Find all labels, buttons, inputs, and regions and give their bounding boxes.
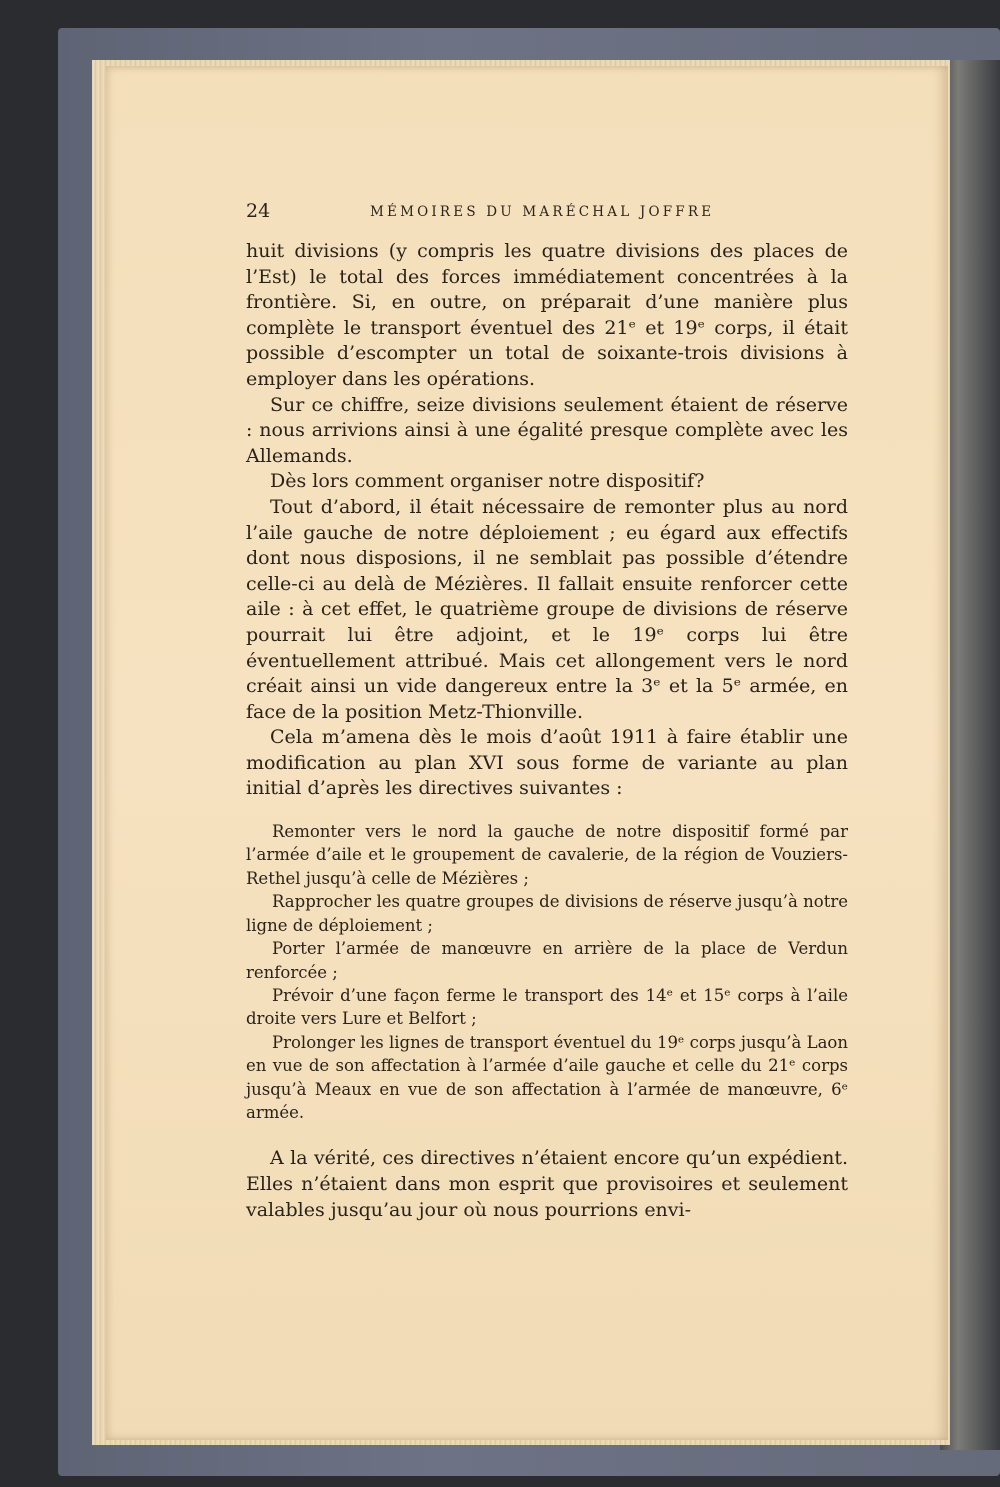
directive-item: Rapprocher les quatre groupes de divisions de réserve jusqu’à notre ligne de déploiement ;: [246, 892, 848, 935]
directives-list: [246, 820, 848, 1124]
paragraph: Tout d’abord, il était nécessaire de remonter plus au nord l’aile gauche de notre déploiement ; eu égard aux effectifs dont nous disposions, il ne semblait pas possible d’étendre celle-ci au delà de Mézières. Il fallait ensuite renforcer cette aile : à cet effet, le quatrième groupe de divisions de réserve pourrait lui être adjoint, et le 19ᵉ corps lui être éventuellement attribué. Mais cet allongement vers le nord créait ainsi un vide dangereux entre la 3ᵉ et la 5ᵉ armée, en face de la position Metz-Thionville.: [246, 495, 848, 723]
directive-item: Remonter vers le nord la gauche de notre dispositif formé par l’armée d’aile et le groupement de cavalerie, de la région de Vouziers-Rethel jusqu’à celle de Mézières ;: [246, 822, 848, 888]
directive-item: Prévoir d’une façon ferme le transport des 14ᵉ et 15ᵉ corps à l’aile droite vers Lure et Belfort ;: [246, 985, 848, 1029]
paragraph: Sur ce chiffre, seize divisions seulement étaient de réserve : nous arrivions ainsi à une égalité presque complète avec les Allemands.: [246, 393, 848, 467]
paragraph: Dès lors comment organiser notre dispositif?: [270, 470, 705, 493]
page-number: 24: [246, 200, 271, 222]
closing-paragraph: A la vérité, ces directives n’étaient encore qu’un expédient. Elles n’étaient dans mon esprit que provisoires et seulement valables jusqu’au jour où nous pourrions envi-: [246, 1147, 848, 1221]
paragraph: huit divisions (y compris les quatre divisions des places de l’Est) le total des forces immédiatement concentrées à la frontière. Si, en outre, on préparait d’une manière plus complète le transport éventuel des 21ᵉ et 19ᵉ corps, il était possible d’escompter un total de soixante-trois divisions à employer dans les opérations.: [246, 240, 848, 390]
page-text: [246, 239, 848, 1223]
directive-item: Porter l’armée de manœuvre en arrière de la place de Verdun renforcée ;: [246, 939, 848, 982]
paragraph: Cela m’amena dès le mois d’août 1911 à faire établir une modification au plan XVI sous forme de variante au plan initial d’après les directives suivantes :: [246, 726, 848, 800]
running-title: MÉMOIRES DU MARÉCHAL JOFFRE: [370, 204, 715, 220]
page-header: [246, 200, 846, 226]
directive-item: Prolonger les lignes de transport éventuel du 19ᵉ corps jusqu’à Laon en vue de son affectation à l’armée d’aile gauche et celle du 21ᵉ corps jusqu’à Meaux en vue de son affectation à l’armée de manœuvre, 6ᵉ armée.: [246, 1032, 848, 1122]
